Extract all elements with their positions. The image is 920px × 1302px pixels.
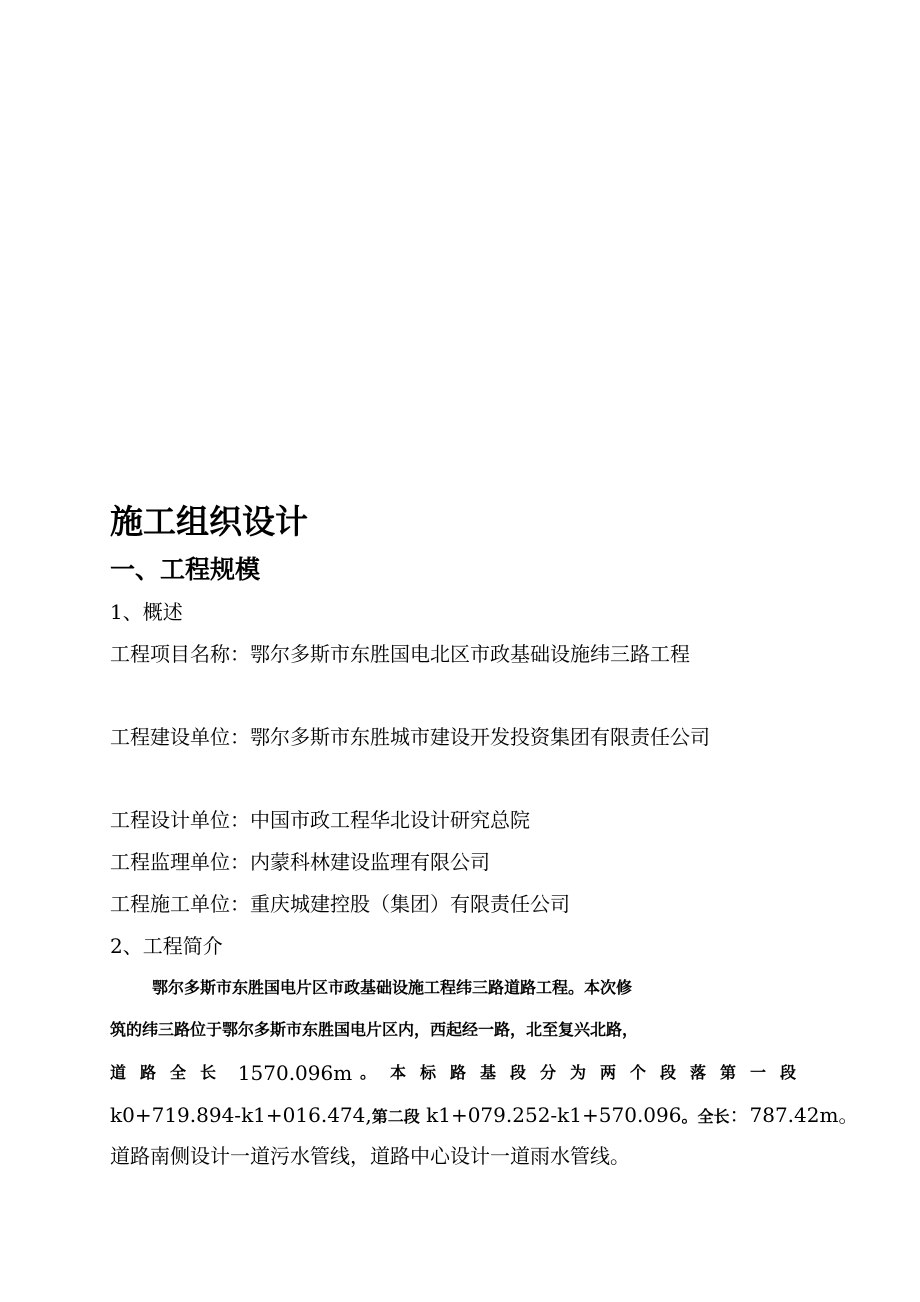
section-heading-project-scale: 一、工程规模 [110, 555, 261, 584]
intro-line-3-part-a: 道路全长 [110, 1063, 231, 1082]
subsection-heading-overview: 1、概述 [110, 600, 183, 624]
intro-line-3-part-c: 。本标路基段分为两个段落第一段 [359, 1063, 810, 1082]
document-title: 施工组织设计 [110, 502, 308, 541]
intro-line-5: 道路南侧设计一道污水管线，道路中心设计一道雨水管线。 [110, 1144, 630, 1168]
intro-line-4-segment-1: k0+719.894-k1+016.474, [110, 1103, 372, 1127]
intro-line-3-length: 1570.096m [237, 1061, 353, 1085]
project-name-line: 工程项目名称：鄂尔多斯市东胜国电北区市政基础设施纬三路工程 [110, 642, 690, 666]
intro-line-4-segment-2: k1+079.252-k1+570.096 [419, 1103, 682, 1127]
intro-line-1: 鄂尔多斯市东胜国电片区市政基础设施工程纬三路道路工程。本次修 [152, 978, 633, 997]
intro-line-2: 筑的纬三路位于鄂尔多斯市东胜国电片区内，西起经一路，北至复兴北路， [110, 1020, 639, 1039]
intro-line-4-total: ：787.42m。 [729, 1103, 859, 1127]
intro-line-4 [110, 1100, 858, 1130]
subsection-heading-introduction: 2、工程简介 [110, 934, 223, 958]
intro-line-4-part-b: 第二段 [371, 1107, 420, 1126]
supervision-unit-line: 工程监理单位：内蒙科林建设监理有限公司 [110, 850, 490, 874]
contractor-unit-line: 工程施工单位：重庆城建控股（集团）有限责任公司 [110, 892, 570, 916]
construction-unit-line: 工程建设单位：鄂尔多斯市东胜城市建设开发投资集团有限责任公司 [110, 725, 710, 749]
intro-line-3 [110, 1058, 810, 1088]
design-unit-line: 工程设计单位：中国市政工程华北设计研究总院 [110, 808, 530, 832]
intro-line-4-part-d: 。全长 [681, 1107, 730, 1126]
